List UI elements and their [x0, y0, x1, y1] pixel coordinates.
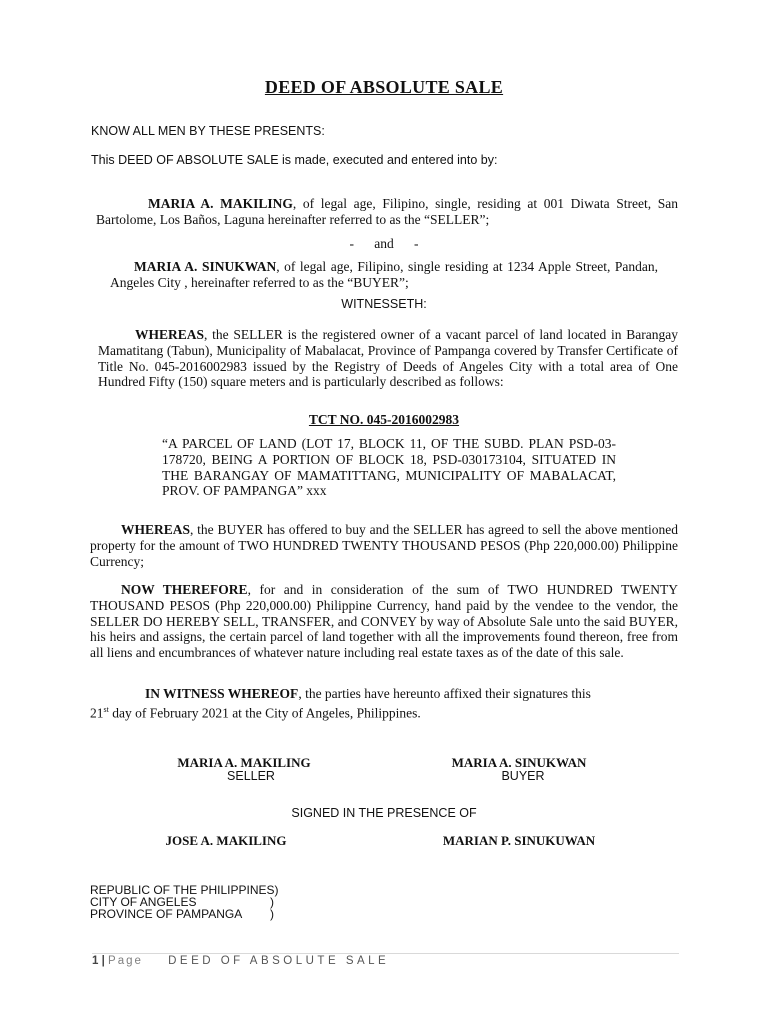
- and-separator: - and -: [349, 236, 419, 251]
- witness-day-suffix: st: [103, 704, 109, 714]
- witness-whereof-lead: IN WITNESS WHEREOF: [145, 686, 299, 701]
- intro-line: KNOW ALL MEN BY THESE PRESENTS:: [91, 124, 325, 138]
- buyer-signatory-name: MARIA A. SINUKWAN: [451, 755, 587, 770]
- document-title: DEED OF ABSOLUTE SALE: [264, 77, 504, 97]
- tct-number-heading: TCT NO. 045-2016002983: [308, 412, 460, 427]
- whereas-offer-lead: WHEREAS: [121, 522, 191, 537]
- footer-divider: [92, 953, 679, 954]
- whereas-offer-paragraph: [90, 522, 678, 569]
- witness-two-name: MARIAN P. SINUKUWAN: [442, 833, 596, 848]
- page-footer: [92, 955, 389, 967]
- buyer-party-text: , of legal age, Filipino, single residing at 1234 Apple Street, Pandan, Angeles City , hereinafter referred to as the “BUYER”;: [110, 259, 658, 290]
- footer-page-label: Page: [108, 955, 143, 967]
- venue-province-paren: ): [270, 907, 274, 921]
- property-description: “A PARCEL OF LAND (LOT 17, BLOCK 11, OF THE SUBD. PLAN PSD-03-178720, BEING A PORTION OF BLOCK 18, PSD-030173104, SITUATED IN THE BARANGAY OF MAMATITTANG, MUNICIPALITY OF MABALACAT, PROV. OF PAMPANGA” xxx: [162, 436, 616, 499]
- witness-date-text: day of February 2021 at the City of Angeles, Philippines.: [108, 705, 421, 721]
- whereas-ownership-text: , the SELLER is the registered owner of a vacant parcel of land located in Barangay Mamatitang (Tabun), Municipality of Mabalacat, Province of Pampanga covered by Transfer Certificate of Title No. 045-2016002983 issued by the Registry of Deeds of Angeles City with a total area of One Hundred Fifty (150) square meters and is particularly described as follows:: [98, 327, 678, 390]
- footer-separator: |: [101, 955, 105, 967]
- seller-signatory-role: SELLER: [227, 769, 275, 783]
- seller-party-text: , of legal age, Filipino, single, residing at 001 Diwata Street, San Bartolome, Los Baños, Laguna hereinafter referred to as the “SELLER”;: [96, 196, 678, 227]
- witness-whereof-text: , the parties have hereunto affixed their signatures this: [298, 686, 591, 701]
- buyer-party-name: MARIA A. SINUKWAN: [134, 259, 277, 274]
- venue-city-paren: ): [270, 895, 274, 909]
- witnesseth-heading: WITNESSETH:: [341, 297, 427, 311]
- whereas-offer-text: , the BUYER has offered to buy and the SELLER has agreed to sell the above mentioned property for the amount of TWO HUNDRED TWENTY THOUSAND PESOS (Php 220,000.00) Philippine Currency;: [90, 522, 678, 569]
- signed-presence-line: SIGNED IN THE PRESENCE OF: [291, 806, 477, 820]
- whereas-ownership-lead: WHEREAS: [135, 327, 205, 342]
- witness-one-name: JOSE A. MAKILING: [165, 833, 287, 848]
- venue-province: PROVINCE OF PAMPANGA: [90, 907, 243, 921]
- witness-whereof-paragraph: [90, 686, 678, 721]
- now-therefore-text: , for and in consideration of the sum of TWO HUNDRED TWENTY THOUSAND PESOS (Php 220,000.00) Philippine Currency, hand paid by the vendee to the vendor, the SELLER DO HEREBY SELL, TRANSFER, and CONVEY by way of Absolute Sale unto the said BUYER, his heirs and assigns, the certain parcel of land together with all the improvements found thereon, free from all liens and encumbrances of whatever nature including real estate taxes as of the date of this sale.: [90, 582, 678, 661]
- venue-republic: REPUBLIC OF THE PHILIPPINES): [90, 883, 279, 897]
- seller-party-paragraph: [96, 196, 678, 228]
- whereas-ownership-paragraph: [98, 327, 678, 390]
- seller-party-name: MARIA A. MAKILING: [148, 196, 293, 211]
- buyer-signatory-role: BUYER: [501, 769, 545, 783]
- seller-signatory-name: MARIA A. MAKILING: [177, 755, 311, 770]
- venue-city: CITY OF ANGELES: [90, 895, 197, 909]
- made-by-line: This DEED OF ABSOLUTE SALE is made, executed and entered into by:: [91, 153, 498, 167]
- footer-page-number: 1: [92, 955, 99, 967]
- now-therefore-lead: NOW THEREFORE: [121, 582, 248, 597]
- witness-day-number: 21: [90, 705, 104, 721]
- footer-document-title: DEED OF ABSOLUTE SALE: [168, 955, 390, 967]
- buyer-party-paragraph: [110, 259, 658, 291]
- now-therefore-paragraph: [90, 582, 678, 661]
